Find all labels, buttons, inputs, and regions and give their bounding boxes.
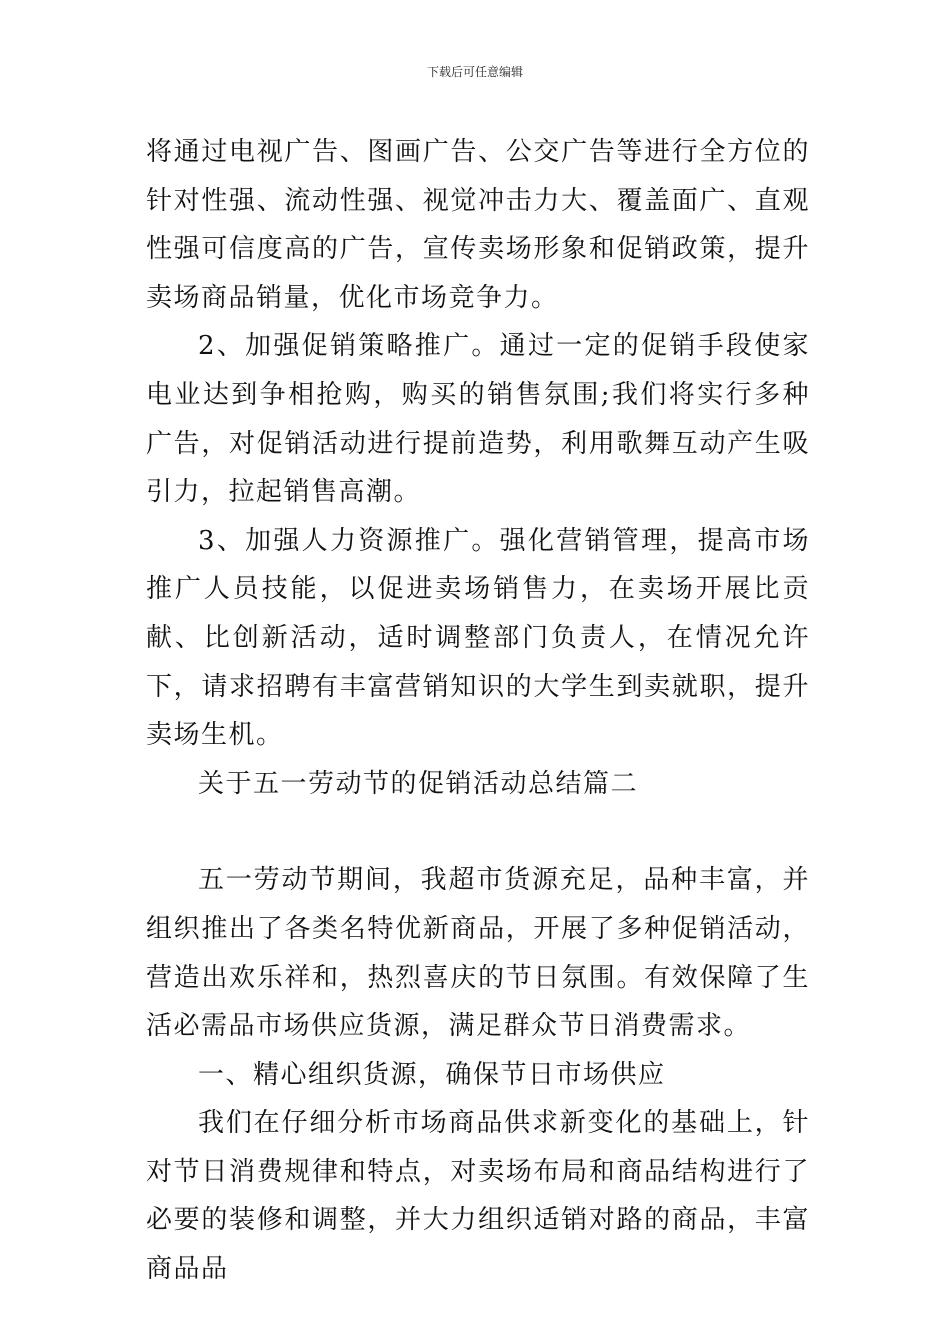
subsection-heading: 一、精心组织货源，确保节日市场供应 [198,1059,666,1090]
section-heading: 关于五一劳动节的促销活动总结篇二 [198,768,639,799]
paragraph-continuation: 将通过电视广告、图画广告、公交广告等进行全方位的针对性强、流动性强、视觉冲击力大、覆盖面广、直观性强可信度高的广告，宣传卖场形象和促销政策，提升卖场商品销量，优化市场竞争力。 [146,137,810,313]
blank-line [146,808,810,856]
paragraph-human-resources: 3、加强人力资源推广。强化营销管理，提高市场推广人员技能，以促进卖场销售力，在卖场开展比贡献、比创新活动，适时调整部门负责人，在情况允许下，请求招聘有丰富营销知识的大学生到卖就职，提升卖场生机。 [146,525,810,751]
page-header: 下载后可任意编辑 [426,65,523,79]
paragraph-promotion-strategy: 2、加强促销策略推广。通过一定的促销手段使家电业达到争相抢购，购买的销售氛围;我们将实行多种广告，对促销活动进行提前造势，利用歌舞互动产生吸引力，拉起销售高潮。 [146,331,810,508]
paragraph-supply: 我们在仔细分析市场商品供求新变化的基础上，针对节日消费规律和特点，对卖场布局和商品结构进行了必要的装修和调整，并大力组织适销对路的商品，丰富商品品 [146,1108,810,1285]
paragraph-intro: 五一劳动节期间，我超市货源充足，品种丰富，并组织推出了各类名特优新商品，开展了多种促销活动，营造出欢乐祥和，热烈喜庆的节日氛围。有效保障了生活必需品市场供应货源，满足群众节日消费需求。 [146,865,810,1042]
document-body [146,128,810,1294]
